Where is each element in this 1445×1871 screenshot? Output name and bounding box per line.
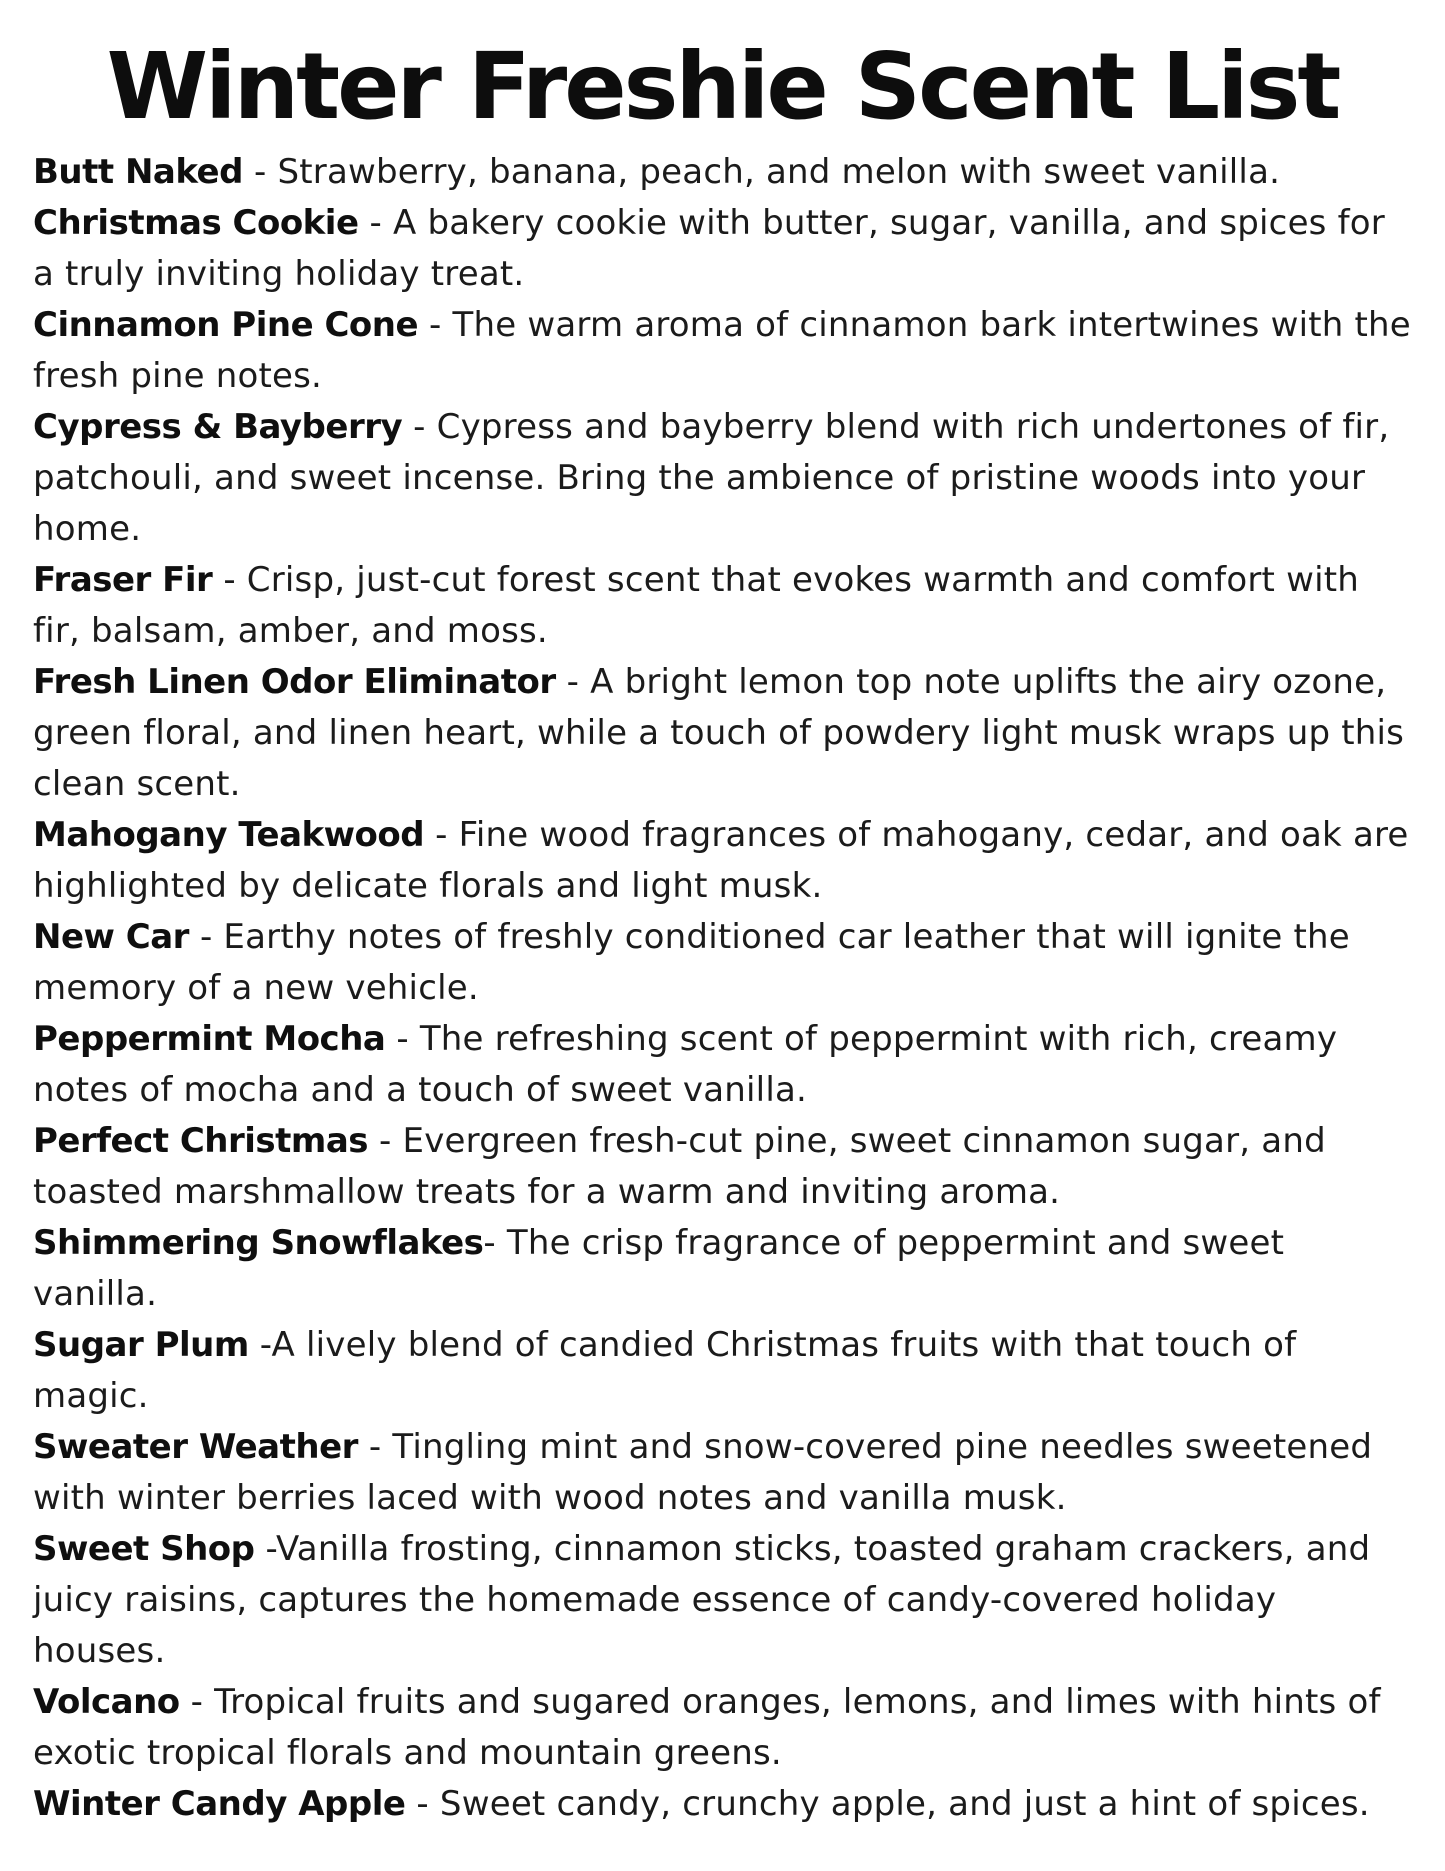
scent-description: The warm aroma of cinnamon bark intertwines with the fresh pine notes. — [33, 305, 1422, 397]
scent-description: The refreshing scent of peppermint with rich, creamy notes of mocha and a touch of sweet vanilla. — [33, 1019, 1349, 1111]
scent-separator: - — [212, 560, 247, 601]
scent-description: Crisp, just-cut forest scent that evokes warmth and comfort with fir, balsam, amber, and moss. — [33, 560, 1371, 652]
scent-description: Strawberry, banana, peach, and melon with sweet vanilla. — [277, 152, 1281, 193]
scent-entry — [33, 912, 1412, 1014]
scent-entry — [33, 810, 1420, 912]
scent-name: Mahogany Teakwood — [33, 815, 425, 856]
scent-description: A bright lemon top note uplifts the airy ozone, green floral, and linen heart, while a touch of powdery light musk wraps up this clean scent. — [33, 662, 1416, 805]
scent-entry — [33, 1218, 1412, 1320]
scent-name: Christmas Cookie — [33, 203, 359, 244]
scent-separator: - — [424, 815, 459, 856]
scent-entry — [33, 657, 1416, 810]
scent-entry — [33, 1422, 1412, 1524]
scent-separator: - — [179, 1682, 215, 1723]
scent-name: Cinnamon Pine Cone — [33, 305, 419, 346]
scent-name: New Car — [33, 917, 189, 958]
scent-separator: - — [188, 917, 224, 958]
scent-entry — [33, 1320, 1412, 1422]
scent-description: The crisp fragrance of peppermint and sweet vanilla. — [33, 1223, 1296, 1315]
scent-separator: - — [368, 1121, 403, 1162]
scent-description: Tropical fruits and sugared oranges, lemons, and limes with hints of exotic tropical florals and mountain greens. — [33, 1682, 1392, 1774]
scent-name: Peppermint Mocha — [33, 1019, 386, 1060]
scent-description: A bakery cookie with butter, sugar, vanilla, and spices for a truly inviting holiday treat. — [33, 203, 1396, 295]
scent-entry — [33, 1779, 1412, 1830]
scent-description: A lively blend of candied Christmas fruits with that touch of magic. — [33, 1325, 1308, 1417]
scent-separator: - — [358, 203, 393, 244]
scent-entry — [33, 1524, 1412, 1677]
scent-name: Sweater Weather — [33, 1427, 358, 1468]
scent-separator: - — [418, 305, 453, 346]
scent-entry — [33, 1677, 1412, 1779]
scent-name: Cypress & Bayberry — [33, 407, 403, 448]
scent-entry — [33, 402, 1412, 555]
scent-description: Tingling mint and snow-covered pine needles sweetened with winter berries laced with wood notes and vanilla musk. — [33, 1427, 1384, 1519]
scent-separator: - — [402, 407, 437, 448]
scent-name: Shimmering Snowflakes — [33, 1223, 484, 1264]
scent-separator: - — [357, 1427, 393, 1468]
scent-separator: - — [385, 1019, 420, 1060]
scent-description: Earthy notes of freshly conditioned car leather that will ignite the memory of a new vehicle. — [33, 917, 1361, 1009]
scent-description: Fine wood fragrances of mahogany, cedar, and oak are highlighted by delicate florals and light musk. — [33, 815, 1420, 907]
scent-description: Vanilla frosting, cinnamon sticks, toasted graham crackers, and juicy raisins, captures the homemade essence of candy-covered holiday houses. — [33, 1529, 1382, 1672]
scent-list — [33, 147, 1422, 1830]
scent-separator: - — [242, 152, 278, 193]
scent-name: Volcano — [33, 1682, 180, 1723]
scent-separator: - — [555, 662, 591, 703]
scent-name: Winter Candy Apple — [33, 1784, 406, 1825]
scent-name: Sugar Plum — [33, 1325, 249, 1366]
scent-name: Butt Naked — [33, 152, 243, 193]
scent-entry — [33, 300, 1422, 402]
scent-entry — [33, 198, 1412, 300]
scent-separator: - — [254, 1529, 276, 1570]
scent-separator: - — [248, 1325, 272, 1366]
scent-separator: - — [483, 1223, 507, 1264]
scent-separator: - — [405, 1784, 440, 1825]
scent-name: Sweet Shop — [33, 1529, 255, 1570]
scent-entry — [33, 555, 1412, 657]
scent-name: Perfect Christmas — [33, 1121, 369, 1162]
scent-entry — [33, 147, 1412, 198]
scent-description: Evergreen fresh-cut pine, sweet cinnamon sugar, and toasted marshmallow treats for a warm and inviting aroma. — [33, 1121, 1337, 1213]
scent-entry — [33, 1014, 1412, 1116]
scent-name: Fraser Fir — [33, 560, 213, 601]
scent-description: Cypress and bayberry blend with rich undertones of fir, patchouli, and sweet incense. Bring the ambience of pristine woods into your home. — [33, 407, 1401, 550]
scent-entry — [33, 1116, 1412, 1218]
scent-name: Fresh Linen Odor Eliminator — [33, 662, 556, 703]
page-title: Winter Freshie Scent List — [106, 33, 1339, 140]
scent-description: Sweet candy, crunchy apple, and just a hint of spices. — [439, 1784, 1370, 1825]
